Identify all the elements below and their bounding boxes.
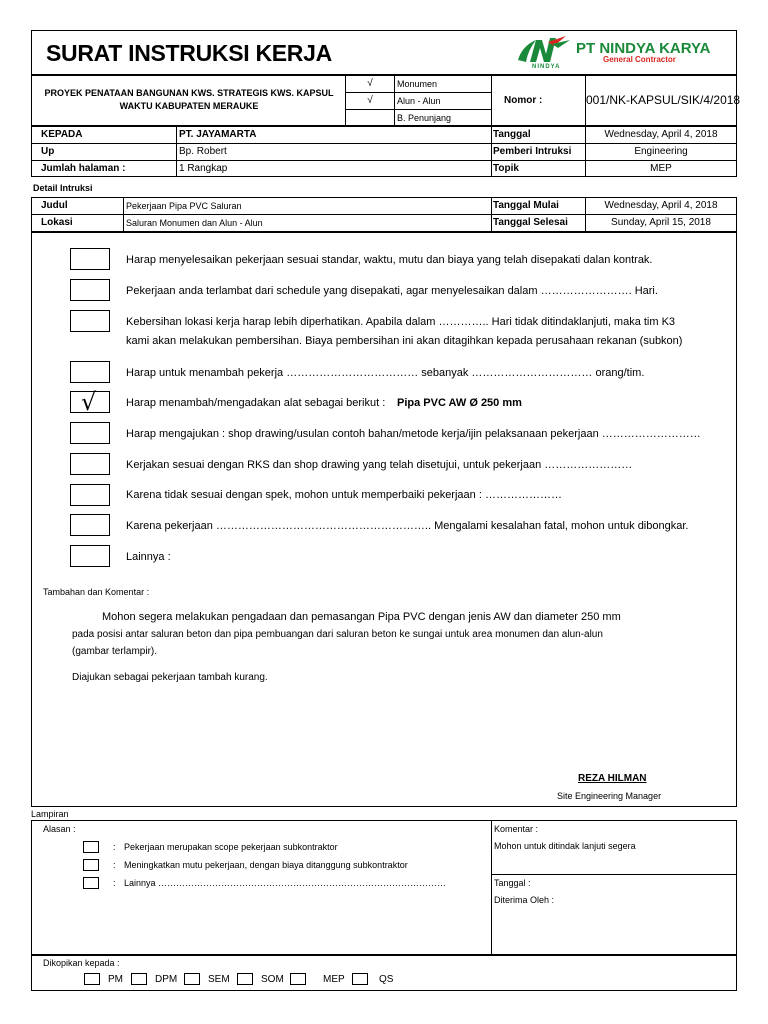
instruction-text-9: Karena pekerjaan ………………………………………………….. Mengalami kesalahan fatal, mohon untuk dibongkar. — [126, 520, 689, 532]
up-value: Bp. Robert — [179, 146, 227, 157]
up-label: Up — [41, 146, 55, 157]
judul-label: Judul — [41, 200, 68, 211]
comments-label: Tambahan dan Komentar : — [43, 587, 150, 597]
copy-label-pm: PM — [108, 974, 123, 985]
alasan-item-1: Pekerjaan merupakan scope pekerjaan subkontraktor — [124, 842, 338, 852]
halaman-value: 1 Rangkap — [179, 163, 228, 174]
detail-section-label: Detail Intruksi — [33, 183, 93, 193]
nomor-value: 001/NK-KAPSUL/SIK/4/2018 — [586, 93, 741, 107]
alasan-colon-2: : — [113, 860, 116, 870]
instruction-text-7: Kerjakan sesuai dengan RKS dan shop drawing yang telah disetujui, untuk pekerjaan …………………… — [126, 459, 633, 471]
check-mark-icon: √ — [81, 388, 97, 416]
pemberi-label: Pemberi Intruksi — [493, 146, 572, 157]
project-option-check-1: √ — [367, 78, 373, 89]
signature-name: REZA HILMAN — [578, 773, 647, 784]
company-logo — [514, 34, 574, 72]
instruction-checkbox-2[interactable] — [70, 279, 110, 301]
instruction-checkbox-1[interactable] — [70, 248, 110, 270]
project-name-line2: WAKTU KABUPATEN MERAUKE — [119, 101, 259, 111]
project-option-label-3: B. Penunjang — [397, 113, 452, 123]
instruction-text-3: Kebersihan lokasi kerja harap lebih diperhatikan. Apabila dalam ………….. Hari tidak ditindaklanjuti, maka tim K3 — [126, 316, 676, 328]
instruction-checkbox-7[interactable] — [70, 453, 110, 475]
instruction-text-5: Harap menambah/mengadakan alat sebagai berikut : — [126, 397, 386, 409]
copy-label-mep: MEP — [323, 974, 345, 985]
komentar-value: Mohon untuk ditindak lanjuti segera — [494, 841, 636, 851]
logo-text: NINDYA — [532, 64, 561, 70]
alasan-colon-3: : — [113, 878, 116, 888]
nomor-label: Nomor : — [504, 95, 543, 106]
lokasi-value: Saluran Monumen dan Alun - Alun — [126, 218, 263, 228]
project-option-label-2: Alun - Alun — [397, 96, 441, 106]
copy-checkbox-dpm[interactable] — [131, 973, 147, 985]
project-option-label-1: Monumen — [397, 79, 438, 89]
instruction-checkbox-10[interactable] — [70, 545, 110, 567]
instruction-text-4: Harap untuk menambah pekerja ……………………………… sebanyak …………………………… orang/tim. — [126, 367, 645, 379]
instruction-text-5-extra: Pipa PVC AW Ø 250 mm — [397, 397, 522, 409]
project-name-line1: PROYEK PENATAAN BANGUNAN KWS. STRATEGIS KWS. KAPSUL — [44, 88, 334, 98]
pemberi-value: Engineering — [634, 146, 688, 157]
copy-checkbox-sem[interactable] — [184, 973, 200, 985]
instruction-text-3-line2: kami akan melakukan pembersihan. Biaya pembersihan ini akan ditagihkan kepada perusahaan rekanan (subkon) — [126, 335, 683, 347]
instruction-checkbox-4[interactable] — [70, 361, 110, 383]
copy-checkbox-pm[interactable] — [84, 973, 100, 985]
instruction-checkbox-9[interactable] — [70, 514, 110, 536]
company-name: PT NINDYA KARYA — [576, 40, 711, 57]
selesai-value: Sunday, April 15, 2018 — [611, 217, 711, 228]
topik-value: MEP — [650, 163, 672, 174]
copy-label-dpm: DPM — [155, 974, 178, 985]
copy-label-som: SOM — [261, 974, 284, 985]
halaman-label: Jumlah halaman : — [41, 163, 126, 174]
mulai-label: Tanggal Mulai — [493, 200, 559, 211]
instruction-checkbox-5[interactable] — [70, 388, 110, 416]
diterima-label: Diterima Oleh : — [494, 895, 555, 905]
instruction-text-10: Lainnya : — [126, 551, 171, 563]
alasan-checkbox-1[interactable] — [83, 841, 99, 853]
alasan-item-2: Meningkatkan mutu pekerjaan, dengan biaya ditanggung subkontraktor — [124, 860, 408, 870]
kepada-value: PT. JAYAMARTA — [179, 129, 257, 140]
tanggal-value: Wednesday, April 4, 2018 — [604, 129, 718, 140]
copy-checkbox-qs[interactable] — [352, 973, 368, 985]
instruction-text-8: Karena tidak sesuai dengan spek, mohon untuk memperbaiki pekerjaan : ………………… — [126, 489, 562, 501]
judul-value: Pekerjaan Pipa PVC Saluran — [126, 201, 242, 211]
dikopikan-label: Dikopikan kepada : — [43, 958, 120, 968]
instruction-text-6: Harap mengajukan : shop drawing/usulan contoh bahan/metode kerja/ijin pelaksanaan pekerjaan ……………………… — [126, 428, 701, 440]
alasan-checkbox-2[interactable] — [83, 859, 99, 871]
comments-line-2: pada posisi antar saluran beton dan pipa pembuangan dari saluran beton ke sungai untuk area monumen dan alun-alun — [72, 629, 603, 640]
komentar-label: Komentar : — [494, 824, 539, 834]
alasan-label: Alasan : — [43, 824, 76, 834]
instruction-text-2: Pekerjaan anda terlambat dari schedule yang disepakati, agar menyelesaikan dalam ……………………. Hari. — [126, 285, 658, 297]
comments-line-1: Mohon segera melakukan pengadaan dan pemasangan Pipa PVC dengan jenis AW dan diameter 250 mm — [102, 611, 621, 623]
project-option-check-2: √ — [367, 95, 373, 106]
company-subtitle: General Contractor — [603, 55, 676, 64]
comments-line-3: (gambar terlampir). — [72, 646, 158, 657]
copy-checkbox-mep[interactable] — [290, 973, 306, 985]
lampiran-tanggal-label: Tanggal : — [494, 878, 531, 888]
alasan-checkbox-3[interactable] — [83, 877, 99, 889]
kepada-label: KEPADA — [41, 129, 83, 140]
tanggal-label: Tanggal — [493, 129, 531, 140]
lokasi-label: Lokasi — [41, 217, 73, 228]
alasan-colon-1: : — [113, 842, 116, 852]
instruction-checkbox-8[interactable] — [70, 484, 110, 506]
mulai-value: Wednesday, April 4, 2018 — [604, 200, 718, 211]
page-title: SURAT INSTRUKSI KERJA — [46, 40, 332, 66]
instruction-text-1: Harap menyelesaikan pekerjaan sesuai standar, waktu, mutu dan biaya yang telah disepakati dalan kontrak. — [126, 254, 653, 266]
comments-line-4: Diajukan sebagai pekerjaan tambah kurang. — [72, 672, 268, 683]
copy-checkbox-som[interactable] — [237, 973, 253, 985]
selesai-label: Tanggal Selesai — [493, 217, 568, 228]
instruction-checkbox-3[interactable] — [70, 310, 110, 332]
topik-label: Topik — [493, 163, 519, 174]
signature-title: Site Engineering Manager — [557, 791, 662, 801]
copy-label-qs: QS — [379, 974, 394, 985]
alasan-item-3: Lainnya …………………………………………………………………………………… — [124, 878, 447, 888]
lampiran-label: Lampiran — [31, 809, 69, 819]
instruction-checkbox-6[interactable] — [70, 422, 110, 444]
copy-label-sem: SEM — [208, 974, 230, 985]
